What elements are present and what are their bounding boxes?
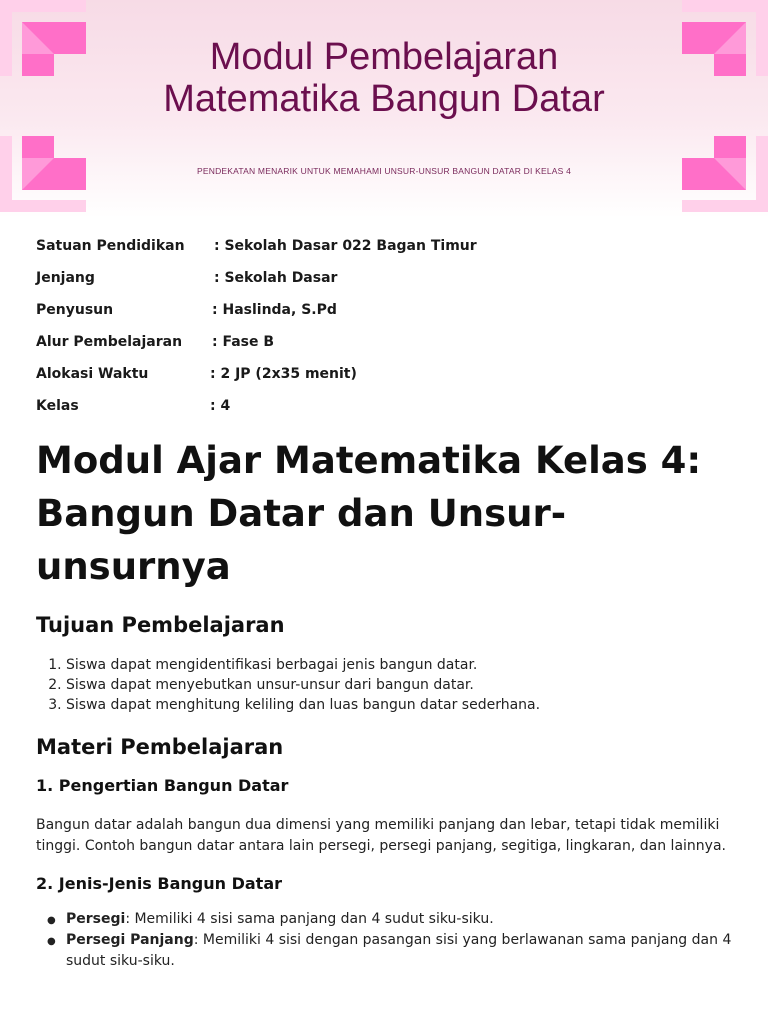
list-item xyxy=(66,909,736,930)
page-title: Modul Ajar Matematika Kelas 4: Bangun Datar dan Unsur-unsurnya xyxy=(36,439,702,588)
info-value: : Haslinda, S.Pd xyxy=(212,302,337,318)
info-value: : Sekolah Dasar xyxy=(214,270,338,286)
tujuan-list xyxy=(36,655,736,715)
info-key: Alur Pembelajaran xyxy=(36,334,183,350)
info-key: Jenjang xyxy=(36,270,95,286)
term-description: : Memiliki 4 sisi dengan pasangan sisi yang berlawanan sama panjang dan 4 sudut siku-siku. xyxy=(66,932,732,969)
term-description: : Memiliki 4 sisi sama panjang dan 4 sudut siku-siku. xyxy=(125,911,494,927)
banner-subtitle: PENDEKATAN MENARIK UNTUK MEMAHAMI UNSUR-UNSUR BANGUN DATAR DI KELAS 4 xyxy=(197,166,571,176)
info-key: Alokasi Waktu xyxy=(36,366,149,382)
subsection-heading-pengertian: 1. Pengertian Bangun Datar xyxy=(36,776,289,795)
list-item: 1. Siswa dapat mengidentifikasi berbagai jenis bangun datar. xyxy=(66,655,736,675)
corner-decoration-bottom-right xyxy=(682,136,768,212)
section-heading-tujuan: Tujuan Pembelajaran xyxy=(36,613,285,637)
corner-decoration-top-left xyxy=(0,0,86,76)
info-key: Satuan Pendidikan xyxy=(36,238,185,254)
info-value: : 2 JP (2x35 menit) xyxy=(210,366,357,382)
term: Persegi Panjang xyxy=(66,932,194,948)
info-key: Kelas xyxy=(36,398,79,414)
section-heading-materi: Materi Pembelajaran xyxy=(36,735,284,759)
jenis-list xyxy=(36,909,736,972)
corner-decoration-top-right xyxy=(682,0,768,76)
info-key: Penyusun xyxy=(36,302,114,318)
list-item xyxy=(66,930,736,972)
info-value: : 4 xyxy=(210,398,231,414)
list-item: 2. Siswa dapat menyebutkan unsur-unsur dari bangun datar. xyxy=(66,675,736,695)
info-value: : Sekolah Dasar 022 Bagan Timur xyxy=(214,238,477,254)
header-banner xyxy=(0,0,768,218)
list-item: 3. Siswa dapat menghitung keliling dan luas bangun datar sederhana. xyxy=(66,695,736,715)
main-content xyxy=(36,434,736,972)
subsection-heading-jenis: 2. Jenis-Jenis Bangun Datar xyxy=(36,874,282,893)
info-value: : Fase B xyxy=(212,334,275,350)
paragraph-pengertian: Bangun datar adalah bangun dua dimensi yang memiliki panjang dan lebar, tetapi tidak memiliki tinggi. Contoh bangun datar antara lain persegi, persegi panjang, segitiga, lingkaran, dan lainnya. xyxy=(36,817,726,854)
term: Persegi xyxy=(66,911,126,927)
banner-title: Modul Pembelajaran Matematika Bangun Datar xyxy=(163,36,605,120)
corner-decoration-bottom-left xyxy=(0,136,86,212)
